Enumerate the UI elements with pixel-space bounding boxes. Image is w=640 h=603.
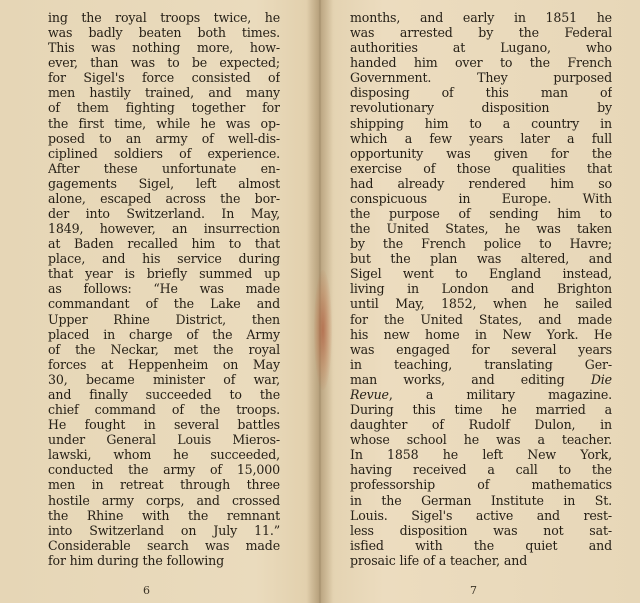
left-page-text-line: of them fighting together for [48,100,280,116]
left-page-text-line: that year is briefly summed up [48,266,280,282]
left-page-text-line: into Switzerland on July 11.” [48,522,280,538]
left-page-text-line: for Sigel's force consisted of [48,70,280,86]
left-page-text-line: der into Switzerland. In May, [48,206,280,222]
left-page-text-line: place, and his service during [48,251,280,267]
left-page-text-line: ever, than was to be expected; [48,55,280,71]
left-page-text-line: the first time, while he was op- [48,115,280,131]
left-page-text-line: the Rhine with the remnant [48,507,280,523]
right-page-text-line: Sigel went to England instead, [350,266,612,282]
left-page-text-line: 30, became minister of war, [48,371,280,387]
right-page-text-line: Louis. Sigel's active and rest- [350,507,612,523]
right-page-text-line: his new home in New York. He [350,326,612,342]
right-page-text-line: Revue, a military magazine. [350,386,612,402]
right-page-text-line: exercise of those qualities that [350,160,612,176]
right-page-text-line: disposing of this man of [350,85,612,101]
right-page-text-line: shipping him to a country in [350,115,612,131]
right-page-text-line: daughter of Rudolf Dulon, in [350,417,612,433]
left-page-text-line: ing the royal troops twice, he [48,10,280,25]
right-page-text-line: isfied with the quiet and [350,537,612,553]
right-page-text-line: by the French police to Havre; [350,236,612,252]
left-page-text-line: This was nothing more, how- [48,40,280,56]
right-page-text-line: living in London and Brighton [350,281,612,297]
left-page-text-line: placed in charge of the Army [48,326,280,342]
left-page-text-line: He fought in several battles [48,417,280,433]
left-page-text-line: and finally succeeded to the [48,386,280,402]
right-page-number: 7 [470,584,477,597]
right-page-text-line: handed him over to the French [350,55,612,71]
left-page-text-line: for him during the following [48,552,225,568]
left-page-text-line: as follows: “He was made [48,281,280,297]
right-page-text-line: conspicuous in Europe. With [350,190,612,206]
right-page-text-line: During this time he married a [350,402,612,418]
right-page-text-line: Government. They purposed [350,70,612,86]
right-page-text-line: the United States, he was taken [350,221,612,237]
right-page-text-line: professorship of mathematics [350,477,612,493]
left-page-number: 6 [143,584,150,597]
right-page-text-line: whose school he was a teacher. [350,432,612,448]
left-page-text-line: chief command of the troops. [48,402,280,418]
left-page-text-line: lawski, whom he succeeded, [48,447,280,463]
right-page-text-line: which a few years later a full [350,130,612,146]
left-page-text-line: ciplined soldiers of experience. [48,145,280,161]
right-page-text-line: had already rendered him so [350,175,612,191]
right-page-text-line: for the United States, and made [350,311,612,327]
right-page-text-line: months, and early in 1851 he [350,10,612,25]
right-page-text-line: less disposition was not sat- [350,522,612,538]
left-page-text-line: hostile army corps, and crossed [48,492,280,508]
right-page-text-line: in teaching, translating Ger- [350,356,612,372]
right-page-text-line: the purpose of sending him to [350,206,612,222]
left-page-text-line: was badly beaten both times. [48,25,280,41]
left-page-text-line: of the Neckar, met the royal [48,341,280,357]
left-page-text [48,10,280,568]
left-page-text-line: gagements Sigel, left almost [48,175,280,191]
left-page-text-line: men in retreat through three [48,477,280,493]
right-page-text-line: authorities at Lugano, who [350,40,612,56]
left-page-text-line: After these unfortunate en- [48,160,280,176]
left-page-text-line: forces at Heppenheim on May [48,356,280,372]
right-page-text-line: revolutionary disposition by [350,100,612,116]
left-page-text-line: posed to an army of well-dis- [48,130,280,146]
right-page-text-line: having received a call to the [350,462,612,478]
left-page-text-line: at Baden recalled him to that [48,236,280,252]
right-page-text-line: but the plan was altered, and [350,251,612,267]
right-page-text-line: until May, 1852, when he sailed [350,296,612,312]
left-page-text-line: men hastily trained, and many [48,85,280,101]
right-page-text-line: was engaged for several years [350,341,612,357]
right-page-text-line: In 1858 he left New York, [350,447,612,463]
right-page-text [350,10,612,568]
right-page [320,0,640,603]
right-page-text-line: opportunity was given for the [350,145,612,161]
left-page-text-line: Considerable search was made [48,537,280,553]
left-page-text-line: conducted the army of 15,000 [48,462,280,478]
left-page-text-line: Upper Rhine District, then [48,311,280,327]
left-page-text-line: 1849, however, an insurrection [48,221,280,237]
left-page-text-line: under General Louis Mieros- [48,432,280,448]
right-page-text-line: man works, and editing Die [350,371,612,387]
left-page-text-line: alone, escaped across the bor- [48,190,280,206]
right-page-text-line: was arrested by the Federal [350,25,612,41]
right-page-text-line: prosaic life of a teacher, and [350,552,528,568]
right-page-text-line: in the German Institute in St. [350,492,612,508]
left-page-text-line: commandant of the Lake and [48,296,280,312]
